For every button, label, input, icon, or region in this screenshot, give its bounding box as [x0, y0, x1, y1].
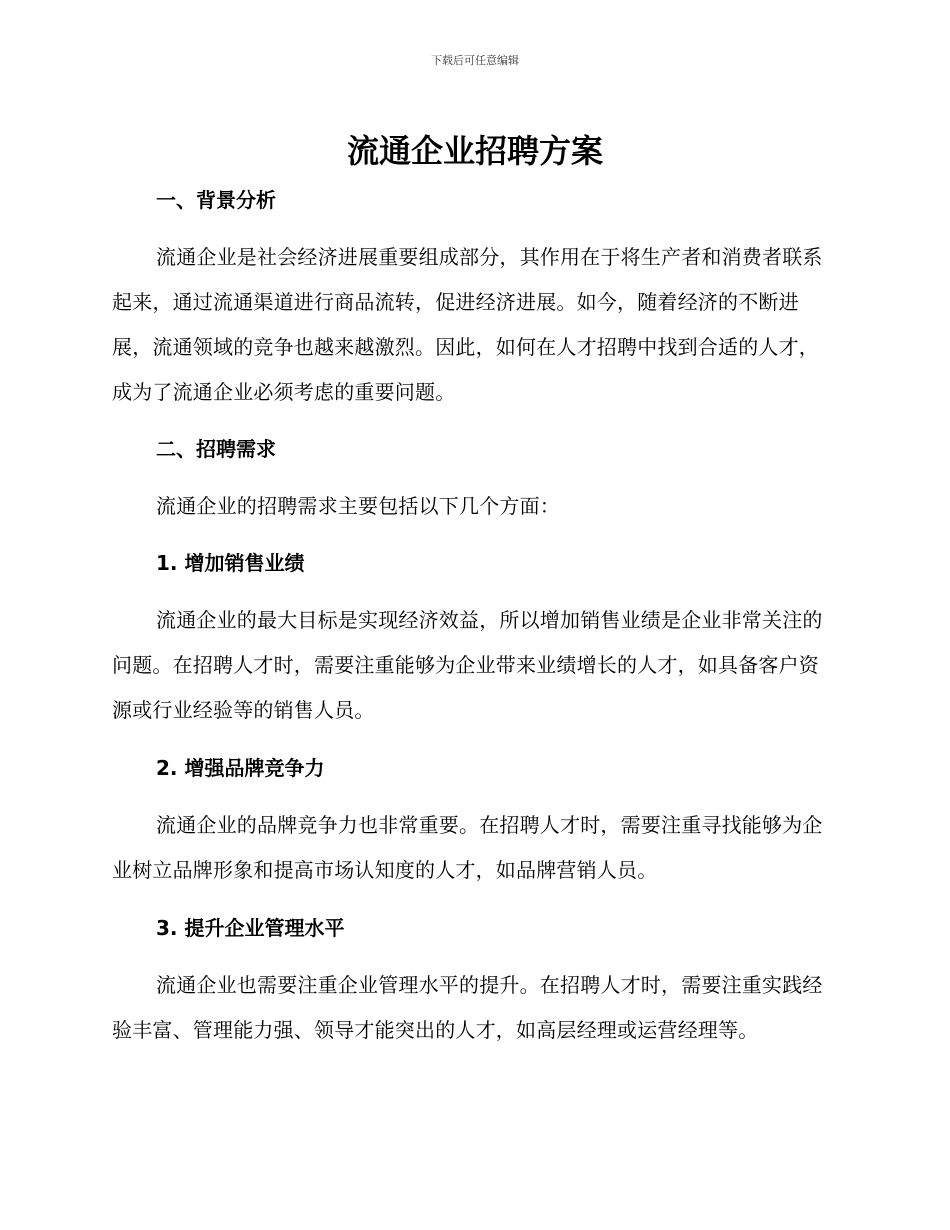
- document-title: 流通企业招聘方案: [346, 132, 603, 170]
- section-paragraph-management: 流通企业也需要注重企业管理水平的提升。在招聘人才时，需要注重实践经验丰富、管理能力强、领导才能突出的人才，如高层经理或运营经理等。: [112, 973, 823, 1042]
- section-paragraph-sales: 流通企业的最大目标是实现经济效益，所以增加销售业绩是企业非常关注的问题。在招聘人才时，需要注重能够为企业带来业绩增长的人才，如具备客户资源或行业经验等的销售人员。: [112, 608, 823, 722]
- section-paragraph-requirements: 流通企业的招聘需求主要包括以下几个方面：: [156, 494, 560, 518]
- section-heading-background: 一、背景分析: [156, 188, 276, 212]
- section-paragraph-brand: 流通企业的品牌竞争力也非常重要。在招聘人才时，需要注重寻找能够为企业树立品牌形象和提高市场认知度的人才，如品牌营销人员。: [112, 813, 823, 882]
- section-paragraph-background: 流通企业是社会经济进展重要组成部分，其作用在于将生产者和消费者联系起来，通过流通渠道进行商品流转，促进经济进展。如今，随着经济的不断进展，流通领域的竞争也越来越激烈。因此，如何在人才招聘中找到合适的人才，成为了流通企业必须考虑的重要问题。: [112, 245, 823, 404]
- section-heading-requirements: 二、招聘需求: [156, 437, 276, 461]
- section-heading-management: 3. 提升企业管理水平: [156, 916, 345, 940]
- section-heading-sales: 1. 增加销售业绩: [156, 551, 305, 575]
- section-heading-brand: 2. 增强品牌竞争力: [156, 756, 325, 780]
- page-header-note: 下载后可任意编辑: [431, 54, 519, 67]
